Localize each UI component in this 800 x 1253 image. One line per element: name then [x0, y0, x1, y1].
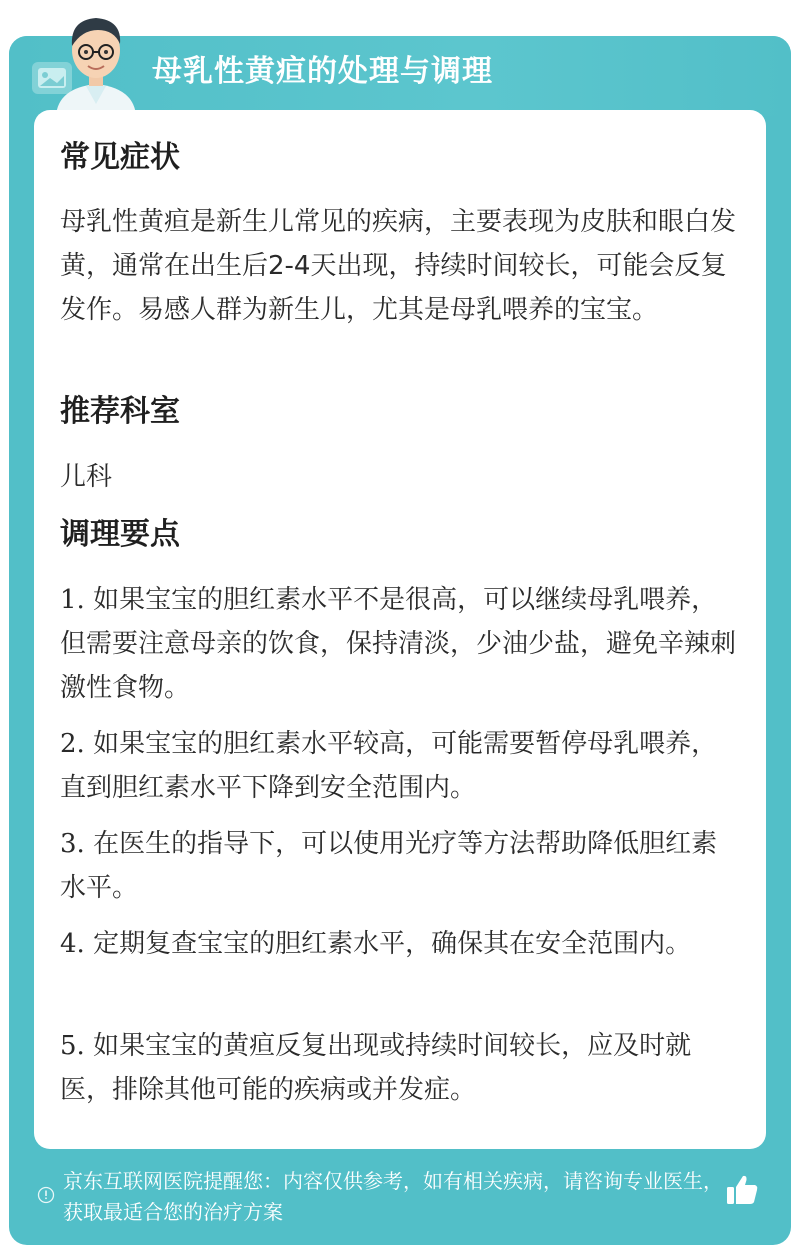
section-body-symptoms: 母乳性黄疸是新生儿常见的疾病，主要表现为皮肤和眼白发黄，通常在出生后2-4天出现，持续时间较长，可能会反复发作。易感人群为新生儿，尤其是母乳喂养的宝宝。: [60, 207, 737, 325]
care-item: [60, 578, 740, 710]
care-item-number: 1.: [60, 585, 85, 615]
care-item-number: 2.: [60, 729, 85, 759]
care-item-number: 5.: [60, 1031, 85, 1061]
care-item: [60, 922, 740, 966]
section-body-department: 儿科: [60, 462, 113, 492]
page-title: 母乳性黄疸的处理与调理: [152, 54, 493, 89]
section-heading-symptoms: 常见症状: [60, 140, 180, 175]
care-item-text: 在医生的指导下，可以使用光疗等方法帮助降低胆红素水平。: [60, 829, 718, 903]
care-item: [60, 1024, 740, 1112]
footer-disclaimer: 京东互联网医院提醒您：内容仅供参考，如有相关疾病，请咨询专业医生，获取最适合您的治疗方案: [63, 1169, 723, 1224]
care-item: [60, 822, 740, 910]
care-item-number: 3.: [60, 829, 85, 859]
doctor-avatar-icon: [48, 8, 144, 116]
thumbs-up-icon[interactable]: [724, 1172, 760, 1208]
care-item-text: 如果宝宝的胆红素水平不是很高，可以继续母乳喂养，但需要注意母亲的饮食，保持清淡，少油少盐，避免辛辣刺激性食物。: [60, 585, 737, 703]
care-item-number: 4.: [60, 929, 85, 959]
care-item: [60, 722, 740, 810]
care-item-text: 定期复查宝宝的胆红素水平，确保其在安全范围内。: [93, 929, 692, 959]
care-item-text: 如果宝宝的黄疸反复出现或持续时间较长，应及时就医，排除其他可能的疾病或并发症。: [60, 1031, 692, 1105]
info-icon: [37, 1186, 55, 1204]
care-item-text: 如果宝宝的胆红素水平较高，可能需要暂停母乳喂养，直到胆红素水平下降到安全范围内。: [60, 729, 718, 803]
section-heading-care: 调理要点: [60, 517, 180, 552]
section-heading-department: 推荐科室: [60, 394, 180, 429]
